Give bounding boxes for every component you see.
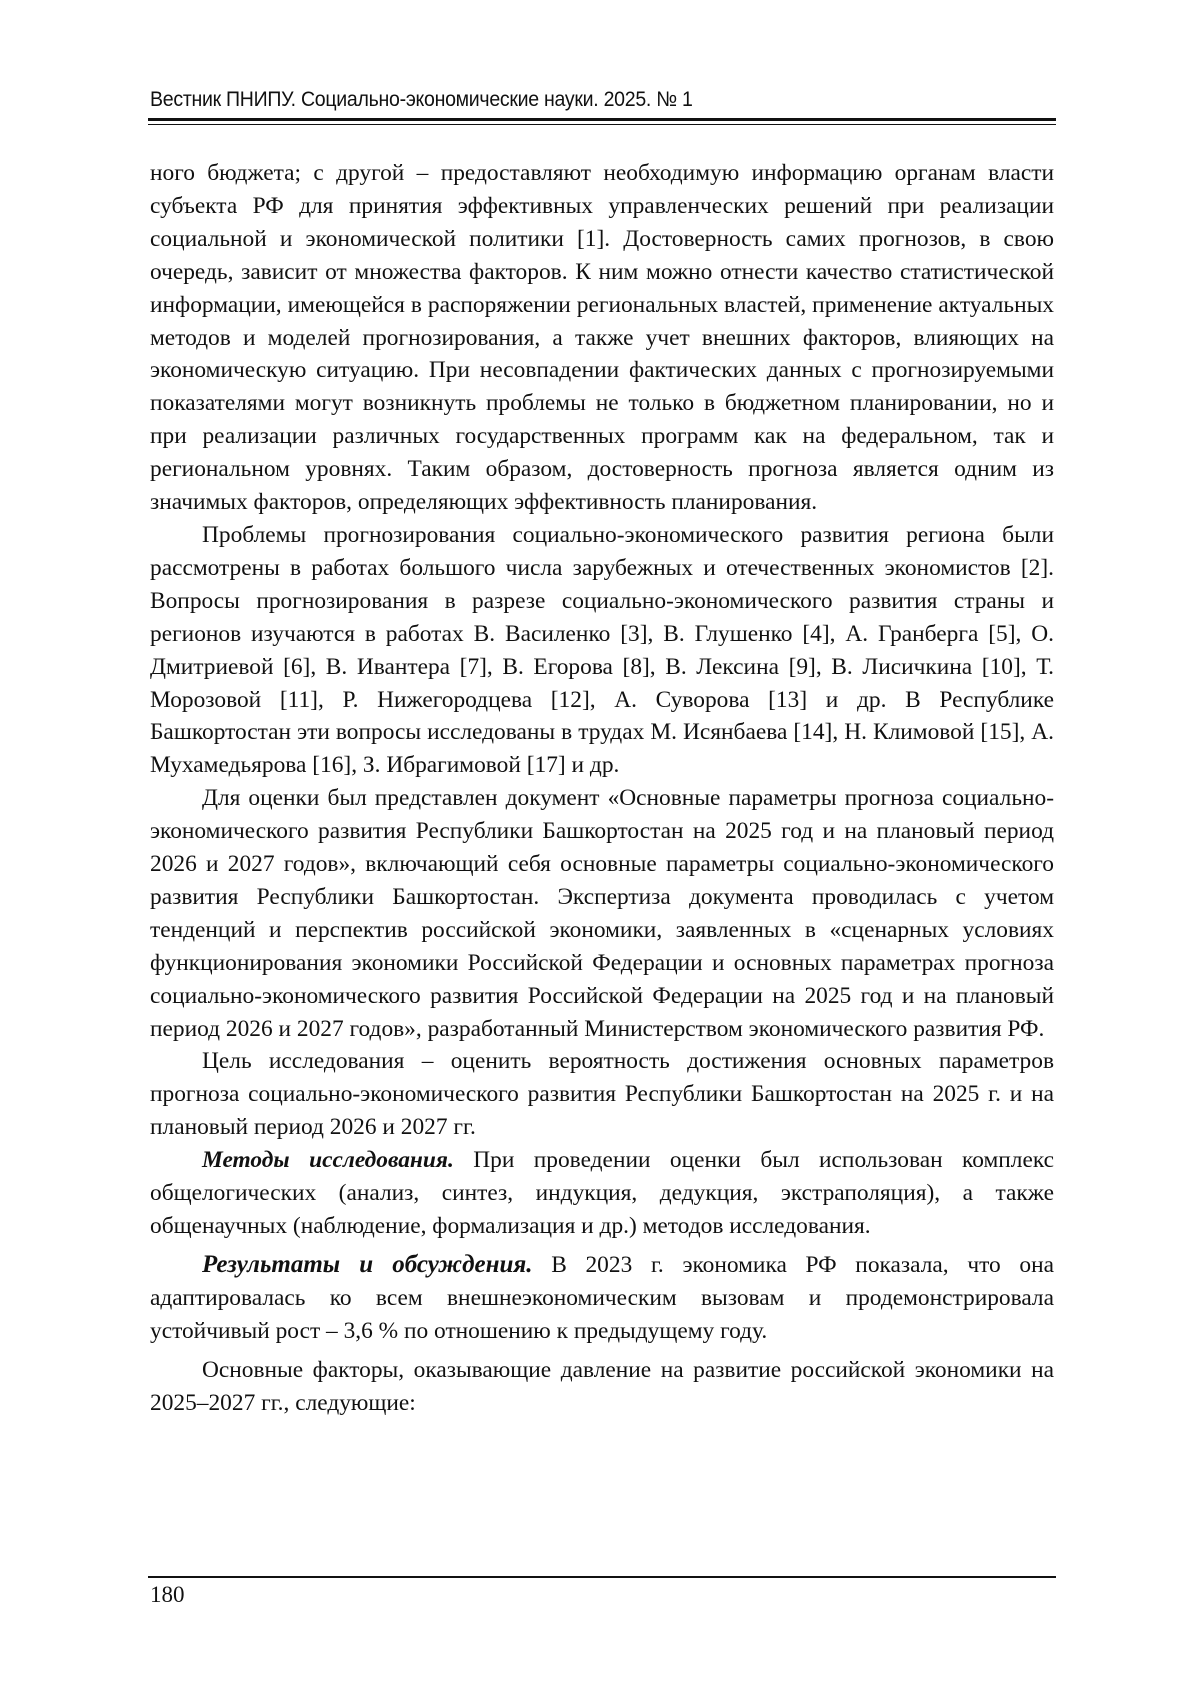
paragraph-methods xyxy=(150,1144,1054,1243)
paragraph-literature-review: Проблемы прогнозирования социально-экономического развития региона были рассмотрены в работах большого числа зарубежных и отечественных экономистов [2]. Вопросы прогнозирования в разрезе социально-экономического развития страны и регионов изучаются в работах В. Василенко [3], В. Глушенко [4], А. Гранберга [5], О. Дмитриевой [6], В. Ивантера [7], В. Егорова [8], В. Лексина [9], В. Лисичкина [10], Т. Морозовой [11], Р. Нижегородцева [12], А. Суворова [13] и др. В Республике Башкортостан эти вопросы исследованы в трудах М. Исянбаева [14], Н. Климовой [15], А. Мухамедьярова [16], З. Ибрагимовой [17] и др. xyxy=(150,519,1054,782)
results-heading: Результаты и обсуждения. xyxy=(202,1251,533,1278)
results-text: В 2023 г. экономика РФ показала, что она адаптировалась ко всем внешнеэкономическим вызовам и продемонстрировала устойчивый рост – 3,6 % по отношению к предыдущему году. xyxy=(150,1252,1054,1344)
header-rule-thin xyxy=(148,124,1056,125)
paragraph-results xyxy=(150,1249,1054,1348)
footer-rule xyxy=(148,1576,1056,1578)
journal-page xyxy=(0,0,1200,1705)
methods-heading: Методы исследования. xyxy=(202,1147,454,1173)
paragraph-continuation: ного бюджета; с другой – предоставляют необходимую информацию органам власти субъекта РФ для принятия эффективных управленческих решений при реализации социальной и экономической политики [1]. Достоверность самих прогнозов, в свою очередь, зависит от множества факторов. К ним можно отнести качество статистической информации, имеющейся в распоряжении региональных властей, применение актуальных методов и моделей прогнозирования, а также учет внешних факторов, влияющих на экономическую ситуацию. При несовпадении фактических данных с прогнозируемыми показателями могут возникнуть проблемы не только в бюджетном планировании, но и при реализации различных государственных программ как на федеральном, так и региональном уровнях. Таким образом, достоверность прогноза является одним из значимых факторов, определяющих эффективность планирования. xyxy=(150,157,1054,519)
paragraph-research-goal: Цель исследования – оценить вероятность достижения основных параметров прогноза социально-экономического развития Республики Башкортостан на 2025 г. и на плановый период 2026 и 2027 гг. xyxy=(150,1045,1054,1144)
paragraph-factors-intro: Основные факторы, оказывающие давление на развитие российской экономики на 2025–2027 гг., следующие: xyxy=(150,1354,1054,1420)
page-number: 180 xyxy=(150,1582,185,1608)
header-rule-thick xyxy=(148,118,1056,121)
methods-text: При проведении оценки был использован комплекс общелогических (анализ, синтез, индукция, дедукция, экстраполяция), а также общенаучных (наблюдение, формализация и др.) методов исследования. xyxy=(150,1147,1054,1239)
running-header: Вестник ПНИПУ. Социально-экономические науки. 2025. № 1 xyxy=(150,88,993,112)
paragraph-document-description: Для оценки был представлен документ «Основные параметры прогноза социально-экономического развития Республики Башкортостан на 2025 год и на плановый период 2026 и 2027 годов», включающий себя основные параметры социально-экономического развития Республики Башкортостан. Экспертиза документа проводилась с учетом тенденций и перспектив российской экономики, заявленных в «сценарных условиях функционирования экономики Российской Федерации и основных параметрах прогноза социально-экономического развития Российской Федерации на 2025 год и на плановый период 2026 и 2027 годов», разработанный Министерством экономического развития РФ. xyxy=(150,782,1054,1045)
article-body xyxy=(150,157,1054,1419)
